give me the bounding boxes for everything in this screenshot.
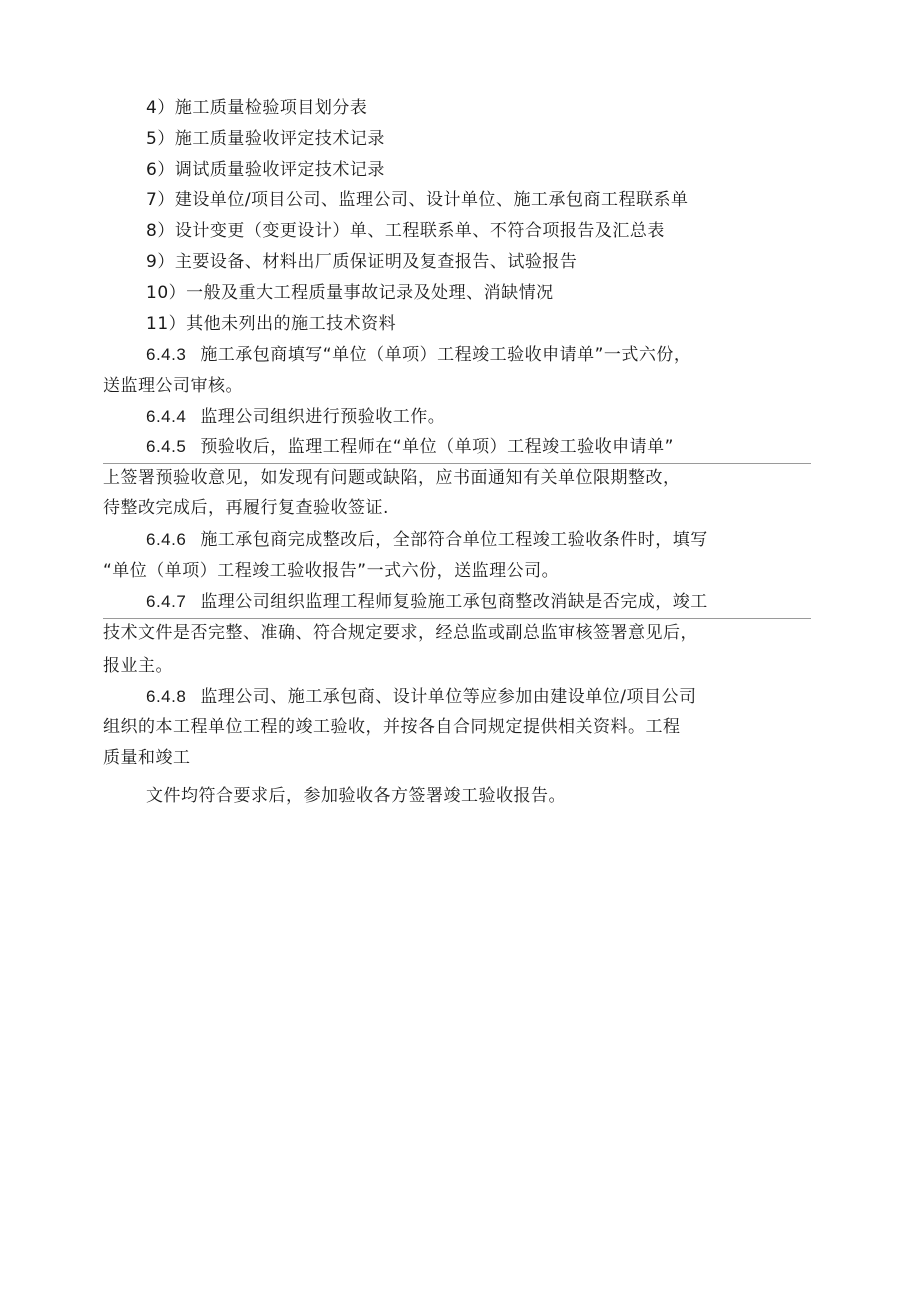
list-item: 7）建设单位/项目公司、监理公司、设计单位、施工承包商工程联系单 — [146, 190, 689, 210]
list-item: 5）施工质量验收评定技术记录 — [146, 129, 385, 149]
section-text: 文件均符合要求后，参加验收各方签署竣工验收报告。 — [146, 786, 566, 806]
section-text: “单位（单项）工程竣工验收报告”一式六份，送监理公司。 — [103, 561, 560, 581]
section-6-4-7 — [146, 591, 708, 613]
section-number: 6.4.6 — [146, 530, 187, 549]
section-text: 上签署预验收意见，如发现有问题或缺陷，应书面通知有关单位限期整改， — [103, 468, 681, 488]
section-text: 施工承包商完成整改后，全部符合单位工程竣工验收条件时，填写 — [200, 530, 708, 550]
list-item: 4）施工质量检验项目划分表 — [146, 98, 368, 118]
section-6-4-3 — [146, 344, 691, 366]
section-text: 技术文件是否完整、准确、符合规定要求，经总监或副总监审核签署意见后， — [103, 623, 698, 643]
section-text: 送监理公司审核。 — [103, 376, 243, 396]
divider-line — [103, 618, 811, 619]
section-text: 施工承包商填写“单位（单项）工程竣工验收申请单”一式六份， — [200, 345, 692, 365]
section-text: 组织的本工程单位工程的竣工验收，并按各自合同规定提供相关资料。工程 — [103, 717, 681, 737]
section-6-4-6 — [146, 529, 708, 551]
divider-line — [103, 463, 811, 464]
section-text: 监理公司组织监理工程师复验施工承包商整改消缺是否完成，竣工 — [200, 592, 708, 612]
section-text: 预验收后，监理工程师在“单位（单项）工程竣工验收申请单” — [200, 437, 674, 457]
list-item: 10）一般及重大工程质量事故记录及处理、消缺情况 — [146, 283, 554, 303]
section-number: 6.4.5 — [146, 437, 187, 456]
section-6-4-5 — [146, 436, 674, 458]
section-6-4-4 — [146, 406, 445, 428]
section-text: 待整改完成后，再履行复查验收签证. — [103, 498, 389, 518]
section-text: 报业主。 — [103, 656, 173, 676]
section-text: 质量和竣工 — [103, 748, 191, 768]
section-number: 6.4.7 — [146, 592, 187, 611]
list-item: 11）其他未列出的施工技术资料 — [146, 314, 397, 334]
section-6-4-8 — [146, 686, 697, 708]
list-item: 6）调试质量验收评定技术记录 — [146, 160, 385, 180]
list-item: 9）主要设备、材料出厂质保证明及复查报告、试验报告 — [146, 252, 578, 272]
section-number: 6.4.4 — [146, 407, 187, 426]
section-number: 6.4.3 — [146, 345, 187, 364]
section-number: 6.4.8 — [146, 687, 187, 706]
section-text: 监理公司组织进行预验收工作。 — [200, 407, 446, 427]
list-item: 8）设计变更（变更设计）单、工程联系单、不符合项报告及汇总表 — [146, 221, 665, 241]
section-text: 监理公司、施工承包商、设计单位等应参加由建设单位/项目公司 — [200, 687, 697, 707]
